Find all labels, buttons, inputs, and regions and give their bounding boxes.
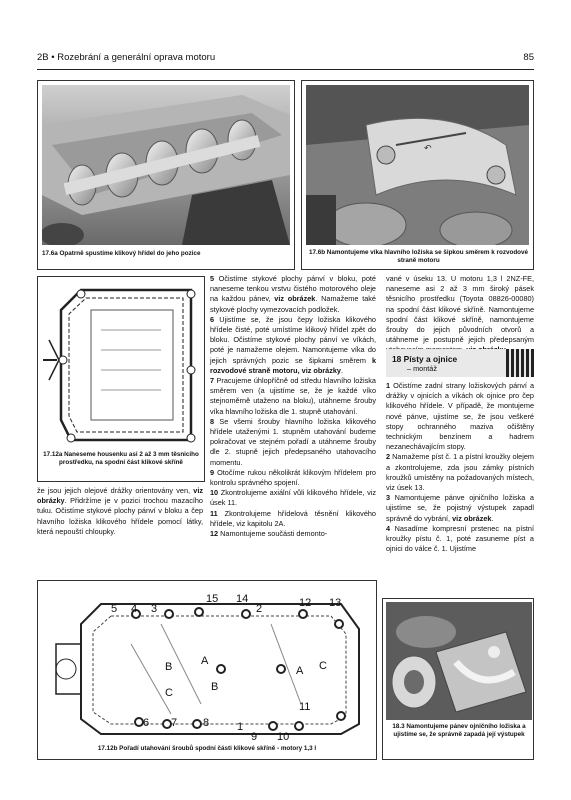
figure-17-12a <box>37 276 205 482</box>
callout: 11 <box>299 701 311 713</box>
callout: 12 <box>299 597 312 609</box>
figure-17-6b <box>301 80 534 270</box>
section-subtitle: – montáž <box>407 364 438 373</box>
crankshaft-photo <box>42 85 290 245</box>
step-4: 4 Nasadíme kompresní prstenec na pístní kroužky pístu č. 1, poté zasuneme píst a ojnici do válce č. 1. Ujistíme <box>386 523 534 554</box>
figure-caption: 17.12a Naneseme housenku asi 2 až 3 mm těsnicího prostředku, na spodní část klikové skříně <box>43 451 199 467</box>
page-header <box>37 52 534 66</box>
step-9: 9 Otočíme rukou několikrát klikovým hřídelem pro kontrolu správného spojení. <box>210 467 376 488</box>
left-column-text <box>37 486 203 537</box>
figure-caption: 17.12b Pořadí utahování šroubů spodní části klikové skříně - motory 1,3 l <box>97 745 317 752</box>
figure-18-3 <box>382 598 534 760</box>
figure-17-6a <box>37 80 295 270</box>
page-number: 85 <box>523 52 534 63</box>
step-12: 12 Namontujeme součásti demonto- <box>210 529 328 539</box>
callout: 6 <box>143 717 150 729</box>
bearing-cap-photo <box>306 85 529 245</box>
bearing-shell-photo <box>386 602 532 720</box>
step-2: 2 Namažeme píst č. 1 a pístní kroužky olejem a zkontrolujeme, zda jsou zámky pístních kroužků umístěny na požadovaných místech, viz úsek 13. <box>386 452 534 493</box>
callout: A <box>201 655 209 667</box>
section-heading <box>386 349 534 377</box>
callout: B <box>165 661 173 673</box>
paragraph: že jsou jejich olejové drážky orientovány ven, viz obrázky. Přidržíme je v pozici trochou mazacího tuku. Očistíme stykové plochy pánví v bloku a čep hlavního ložiska klikového hřídele pomocí látky, která nepouští chloupky. <box>37 486 203 536</box>
right-column-text-top <box>386 274 534 356</box>
section-stripe <box>506 349 534 377</box>
step-8: 8 Se všemi šrouby hlavního ložiska klikového hřídele utaženými 1. stupněm utahování budeme pokračovat ve stejném pořadí a utáhneme šrouby dle 2. stupně jejich předepsaného utahovacího momentu. <box>210 416 376 467</box>
callout: 10 <box>277 731 290 743</box>
callout: 3 <box>151 603 158 615</box>
callout: C <box>165 687 173 699</box>
step-6: 6 Ujistíme se, že jsou čepy ložiska klikového hřídele čisté, poté umístíme klikový hřídel zpět do bloku. Očistíme stykové plochy pánví ve víkách, poté je namažeme olejem. Namontujeme víka do jejich správných pozic se šipkami směrem k rozvodové straně motoru, viz obrázky. <box>210 314 376 375</box>
callout: 8 <box>203 717 210 729</box>
figure-17-12b <box>37 580 377 760</box>
callout: 14 <box>236 593 249 605</box>
callout: 2 <box>256 603 263 615</box>
step-12-continued: vané v úseku 13. U motoru 1,3 l 2NZ-FE, naneseme asi 2 až 3 mm široký pásek těsnicího prostředku (Toyota 08826-00080) na spodní část klikové skříně. Namontujeme spodní část klikové skříně, namontujeme šrouby do jejich původních otvorů a utáhneme je postupně jejich předepsaným <box>386 274 534 345</box>
callout: C <box>319 660 327 672</box>
step-11: 11 Zkontrolujeme hřídelová těsnění klikového hřídele, viz kapitolu 2A. <box>210 508 376 528</box>
chapter-title: 2B • Rozebrání a generální oprava motoru <box>37 52 216 63</box>
svg-text:↶: ↶ <box>424 143 432 153</box>
callout: A <box>296 665 304 677</box>
figure-caption: 17.6b Namontujeme víka hlavního ložiska se šipkou směrem k rozvodové straně motoru <box>308 249 529 265</box>
bolt-sequence-diagram <box>41 584 373 744</box>
step-7: 7 Pracujeme úhlopříčně od středu hlavního ložiska směrem ven (a ujistíme se, že je každé víko stejnoměrně utaženo na bloku), utáhneme šrouby víka hlavního ložiska dle 1. stupně utahování. <box>210 376 376 416</box>
callout: 13 <box>329 597 342 609</box>
callout: 7 <box>171 717 178 729</box>
callout: B <box>211 681 219 693</box>
step-5: 5 Očistíme stykové plochy pánví v bloku, poté naneseme tenkou vrstvu čistého motorového oleje na každou pánev, viz obrázek. Namažeme také stykové plochy vymezovacích podložek. <box>210 274 376 314</box>
sealant-diagram <box>41 280 201 448</box>
header-rule <box>37 69 534 70</box>
step-1: 1 Očistíme zadní strany ložiskových pánví a drážky v ojnicích a víkách ok ojnice pro čep klikového hřídele. V případě, že montujeme nové pánve, ujistíme se, že jsou veškeré stopy ochranného maziva očištěny technickým benzínem a hadrem nezanechávajícím stopy. <box>386 381 535 452</box>
callout: 5 <box>111 603 118 615</box>
figure-caption: 18.3 Namontujeme pánev ojničního ložiska a ujistíme se, že správně zapadá její výstupek <box>392 723 526 739</box>
section-title: 18 Písty a ojnice <box>392 354 458 364</box>
callout: 1 <box>237 721 244 733</box>
callout: 9 <box>251 731 258 743</box>
step-10: 10 Zkontrolujeme axiální vůli klikového hřídele, viz úsek 11. <box>210 488 376 508</box>
step-3: 3 Namontujeme pánve ojničního ložiska a ujistíme se, že pojistný výstupek zapadl správně do vybrání, viz obrázek. <box>386 493 534 523</box>
callout: 15 <box>206 593 219 605</box>
middle-column-text <box>210 274 376 539</box>
callout: 4 <box>131 603 138 615</box>
figure-caption: 17.6a Opatrně spustíme klikový hřídel do jeho pozice <box>42 250 201 257</box>
right-column-text-bottom <box>386 381 534 554</box>
